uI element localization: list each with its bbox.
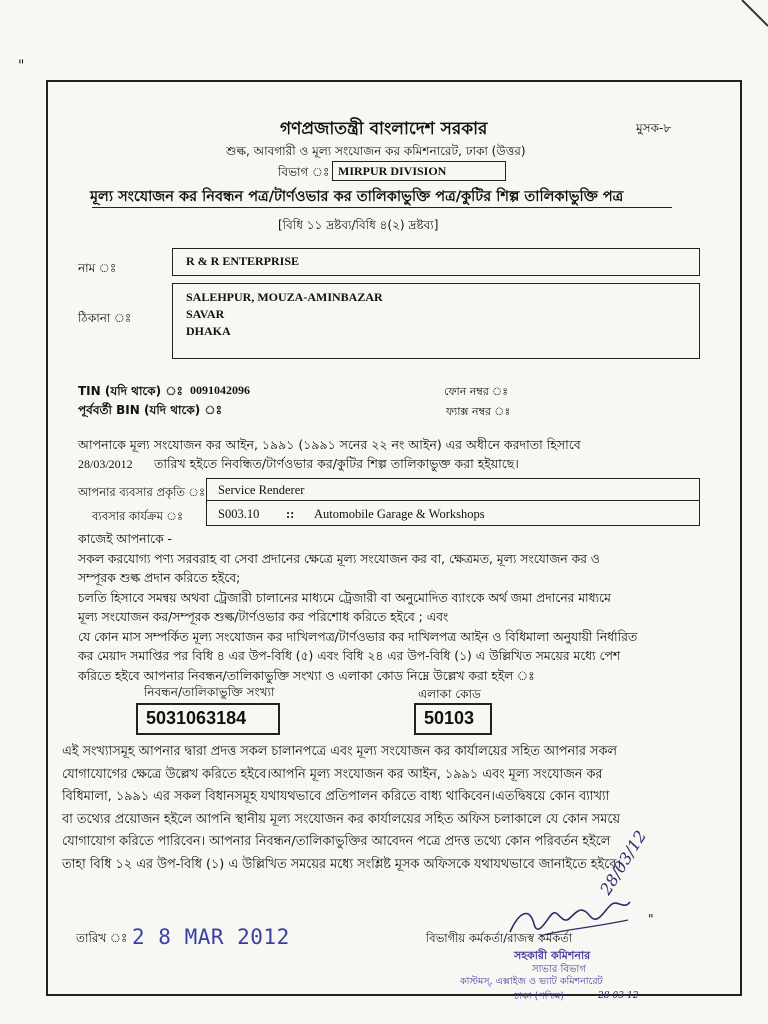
obligation-line: যে কোন মাস সম্পর্কিত মূল্য সংযোজন কর দাখিলপত্র/টার্ণওভার কর দাখিলপত্র আইন ও বিধিমালা অনুযায়ী নির্ধারিত — [78, 629, 638, 644]
fax-label: ফ্যাক্স নম্বর ঃ — [446, 405, 511, 418]
stamp-designation: সহকারী কমিশনার — [514, 949, 591, 962]
closing-line: তাহা বিধি ১২ এর উপ-বিধি (১) এ উল্লিখিত সময়ের মধ্যে সংশ্লিষ্ট মূসক অফিসকে যথাযথভাবে জানাইতে হইবে। — [62, 856, 621, 872]
closing-line: যোগাযোগের ক্ষেত্রে উল্লেখ করিতে হইবে।আপনি মূল্য সংযোজন কর আইন, ১৯৯১ এবং মূল্য সংযোজন কর — [62, 766, 603, 782]
footer-date-label: তারিখ ঃ — [76, 931, 128, 945]
name-label: নাম ঃ — [78, 261, 117, 275]
business-box-divider — [206, 500, 700, 501]
name-value: R & R ENTERPRISE — [186, 254, 300, 268]
area-code-value: 50103 — [424, 708, 475, 728]
obligation-line: করিতে হইবে আপনার নিবন্ধন/তালিকাভুক্তি সংখ্যা ও এলাকা কোড নিম্নে উল্লেখ করা হইল ঃ — [78, 668, 535, 683]
activity-separator: :: — [286, 507, 295, 521]
handwritten-date: 28/03/12 — [596, 827, 651, 899]
intro-line-1: আপনাকে মূল্য সংযোজন কর আইন, ১৯৯১ (১৯৯১ সনের ২২ নং আইন) এর অধীনে করদাতা হিসাবে — [78, 437, 581, 452]
tin-value: 0091042096 — [190, 383, 250, 397]
address-line-3: DHAKA — [186, 324, 231, 338]
reg-number-value: 5031063184 — [146, 708, 247, 728]
closing-block — [62, 741, 621, 877]
area-code-label: এলাকা কোড — [418, 687, 481, 701]
trailing-quote-mark: " — [648, 912, 654, 926]
stamp-location: ঢাকা (পশ্চিম) — [514, 991, 564, 1002]
closing-line: বা তথ্যের প্রয়োজন হইলে আপনি স্থানীয় মূল্য সংযোজন কর কার্যালয়ের সহিত অফিস চলাকালে যে কোন সময়ে — [62, 811, 621, 827]
form-code: মুসক-৮ — [636, 121, 672, 135]
obligation-line: কর মেয়াদ সমাপ্তির পর বিধি ৪ এর উপ-বিধি (৫) এবং বিধি ২৪ এর উপ-বিধি (১) এ উল্লিখিত সময়ের মধ্যে পেশ — [78, 649, 621, 663]
activity-value: Automobile Garage & Workshops — [314, 507, 485, 521]
signature-scribble — [500, 880, 650, 950]
obligations-block — [78, 530, 637, 686]
effective-date: 28/03/2012 — [78, 457, 133, 471]
closing-line: বিধিমালা, ১৯৯১ এর সকল বিধানসমূহ যথাযথভাবে প্রতিপালন করিতে বাধ্য থাকিবেন।এতদ্বিষয়ে কোন ব্যাখ্যা — [62, 789, 610, 805]
stamp-commissionerate: কাস্টমস্, এক্সাইজ ও ভ্যাট কমিশনারেট — [460, 976, 603, 987]
phone-label: ফোন নম্বর ঃ — [444, 385, 509, 398]
govt-title: গণপ্রজাতন্ত্রী বাংলাদেশ সরকার — [280, 119, 488, 139]
business-nature-value: Service Renderer — [218, 483, 305, 497]
stamp-division: সাভার বিভাগ — [532, 964, 586, 975]
scan-fold-mark — [738, 0, 768, 30]
address-line-2: SAVAR — [186, 307, 225, 321]
prev-bin-label: পূর্ববর্তী BIN (যদি থাকে) ঃ — [78, 403, 223, 417]
date-stamp: 2 8 MAR 2012 — [132, 925, 290, 949]
obligation-line: চলতি হিসাবে সমন্বয় অথবা ট্রেজারী চালানের মাধ্যমে ট্রেজারী বা অনুমোদিত ব্যাংকে অর্থ জমা প্রদানের মাধ্যমে — [78, 590, 611, 605]
margin-quote-mark: " — [18, 58, 25, 74]
business-nature-label: আপনার ব্যবসার প্রকৃতি ঃ — [78, 485, 206, 499]
address-line-1: SALEHPUR, MOUZA-AMINBAZAR — [186, 290, 383, 304]
intro-line-2: তারিখ হইতে নিবন্ধিত/টার্ণওভার কর/কুটির শিল্প তালিকাভুক্ত করা হইয়াছে। — [154, 456, 519, 471]
obligation-line: সম্পূরক শুল্ক প্রদান করিতে হইবে; — [78, 571, 241, 585]
rule-reference: [বিধি ১১ দ্রষ্টব্য/বিধি ৪(২) দ্রষ্টব্য] — [278, 218, 439, 232]
tin-label: TIN (যদি থাকে) ঃ — [78, 384, 183, 398]
obligation-line: সকল করযোগ্য পণ্য সরবরাহ বা সেবা প্রদানের ক্ষেত্রে মূল্য সংযোজন কর বা, ক্ষেত্রমত, মূল্য সংযোজন কর ও — [78, 551, 600, 566]
obligation-line: মূল্য সংযোজন কর/সম্পূরক শুল্ক/টার্ণওভার কর পরিশোধ করিতে হইবে ; এবং — [78, 610, 449, 624]
reg-number-label: নিবন্ধন/তালিকাভুক্তি সংখ্যা — [144, 685, 275, 699]
address-label: ঠিকানা ঃ — [78, 311, 132, 325]
obligation-line: কাজেই আপনাকে - — [78, 532, 172, 546]
handwritten-date-small: 28-03-12 — [598, 991, 639, 1001]
commissionerate-line: শুল্ক, আবগারী ও মূল্য সংযোজন কর কমিশনারেট, ঢাকা (উত্তর) — [226, 144, 526, 158]
certificate-title: মূল্য সংযোজন কর নিবন্ধন পত্র/টার্ণওভার কর তালিকাভুক্তি পত্র/কুটির শিল্প তালিকাভুক্তি পত্র — [90, 189, 624, 205]
division-value: MIRPUR DIVISION — [338, 164, 447, 178]
officer-label: বিভাগীয় কর্মকর্তা/রাজস্ব কর্মকর্তা — [426, 931, 573, 945]
closing-line: যোগাযোগ করিতে পারিবেন। আপনার নিবন্ধন/তালিকাভুক্তির আবেদন পত্রে প্রদত্ত তথ্যে কোন পরিবর্তন হইলে — [62, 834, 611, 850]
business-activity-label: ব্যবসার কার্যক্রম ঃ — [92, 509, 184, 523]
activity-code: S003.10 — [218, 507, 260, 521]
certificate-title-underline — [92, 207, 672, 208]
closing-line: এই সংখ্যাসমূহ আপনার দ্বারা প্রদত্ত সকল চালানপত্রে এবং মূল্য সংযোজন কর কার্যালয়ের সহিত আপনার সকল — [62, 744, 617, 759]
division-label: বিভাগ ঃ — [278, 165, 330, 179]
